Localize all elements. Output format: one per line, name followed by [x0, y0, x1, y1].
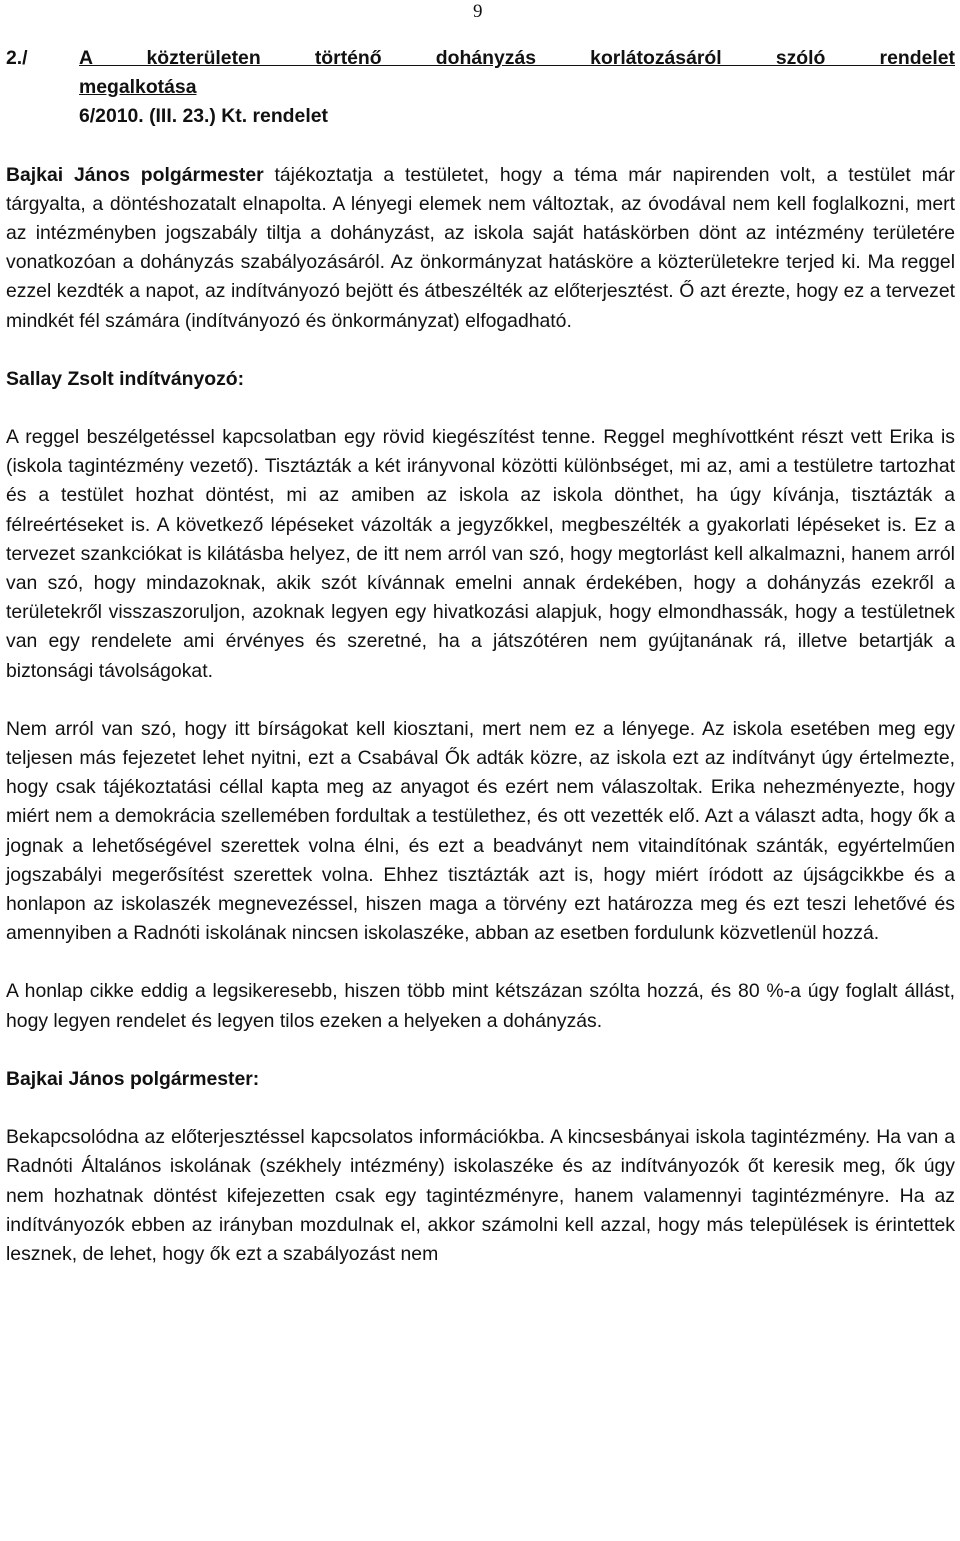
paragraph-bajkai: Bekapcsolódna az előterjesztéssel kapcsolatos információkba. A kincsesbányai iskola tagintézmény. Ha van a Radnóti Általános iskolának (székhely intézmény) iskolaszéke és az indítványozók őt keresik meg, ők úgy nem hozhatnak döntést kifejezetten csak egy tagintézményre, hanem valamennyi tagintézményre. Ha az indítványozók ebben az irányban mozdulnak el, akkor számolni kell azzal, hogy más települések is érintettek lesznek, de lehet, hogy ők ezt a szabályozást nem: [6, 1126, 955, 1265]
section-heading: [6, 44, 955, 132]
paragraph-sallay-3: A honlap cikke eddig a legsikeresebb, hiszen több mint kétszázan szólta hozzá, és 80 %-a úgy foglalt állást, hogy legyen rendelet és legyen tilos ezeken a helyeken a dohányzás.: [6, 980, 955, 1032]
document-body: [6, 44, 955, 1269]
section-subtitle: 6/2010. (III. 23.) Kt. rendelet: [79, 105, 328, 128]
paragraph-sallay-2: Nem arról van szó, hogy itt bírságokat kell kiosztani, mert nem ez a lényege. Az iskola esetében meg egy teljesen más fejezetet lehet nyitni, ezt a Csabával Ők adták közre, az iskola ezt az indítványt úgy értelmezte, hogy csak tájékoztatási céllal kapta meg az anyagot és ezért nem válaszoltak. Erika nehezményezte, hogy miért nem a demokrácia szellemében fordultak a testülethez, és ott vezették elő. Azt a választ adta, hogy ők a jognak a lehetőségével szerettek volna élni, és ezt a beadványt nem vitaindítónak szánták, egyértelműen jogszabályi megerősítést szerettek volna. Ehhez tisztázták azt is, hogy miért íródott az újságcikkbe és a honlapon az iskolaszék megnevezéssel, hiszen maga a törvény ezt határozza meg és ezt teszi lehetővé és amennyiben a Radnóti iskolának nincsen iskolaszéke, abban az esetben fordulunk közvetlenül hozzá.: [6, 717, 955, 945]
speaker-heading-bajkai: Bajkai János polgármester:: [6, 1067, 260, 1090]
speaker-name: Bajkai János polgármester: [6, 163, 264, 186]
speaker-heading-sallay: Sallay Zsolt indítványozó:: [6, 367, 245, 390]
section-heading-text: [79, 44, 955, 132]
paragraph-sallay-1: A reggel beszélgetéssel kapcsolatban egy rövid kiegészítést tenne. Reggel meghívottként részt vett Erika is (iskola tagintézmény vezető). Tisztázták a két irányvonal közötti különbséget, mi az, ami a testületre tartozhat és a testület hozhat döntést, mi az amiben az iskola az iskola dönthet, ha úgy kívánja, tisztázták a félreértéseket is. A következő lépéseket vázolták a jegyzőkkel, megbeszélték a gyakorlati lépéseket is. Ez a tervezet szankciókat is kilátásba helyez, de itt nem arról van szó, hogy megtorlást kell alkalmazni, hanem arról van szó, hogy mindazoknak, akik szót kívánnak emelni annak érdekében, hogy a dohányzás ezekről a területekről visszaszoruljon, azoknak legyen egy hivatkozási alapjuk, hogy elmondhassák, hogy a testületnek van egy rendelete ami érvényes és szeretné, ha a játszótéren nem gyújtanának rá, illetve betartják a biztonsági távolságokat.: [6, 426, 955, 682]
section-title-continuation: megalkotása: [79, 76, 197, 99]
section-number: 2./: [6, 47, 28, 69]
paragraph-mayor-intro: [6, 161, 955, 336]
paragraph-text: tájékoztatja a testületet, hogy a téma már napirenden volt, a testület már tárgyalta, a döntéshozatalt elnapolta. A lényegi elemek nem változtak, az óvodával nem kell foglalkozni, mert az intézményben jogszabály tiltja a dohányzást, az iskola saját hatáskörben dönt az intézmény területére vonatkozóan a dohányzás szabályozásáról. Az önkormányzat hatásköre a közterületekre terjed ki. Ma reggel ezzel kezdték a napot, az indítványozó bejött és átbeszélték az előterjesztést. Ő azt érezte, hogy ez a tervezet mindkét fél számára (indítványozó és önkormányzat) elfogadható.: [6, 163, 956, 332]
section-title: A közterületen történő dohányzás korlátozásáról szóló rendelet: [79, 47, 955, 69]
page-number: 9: [473, 1, 483, 22]
